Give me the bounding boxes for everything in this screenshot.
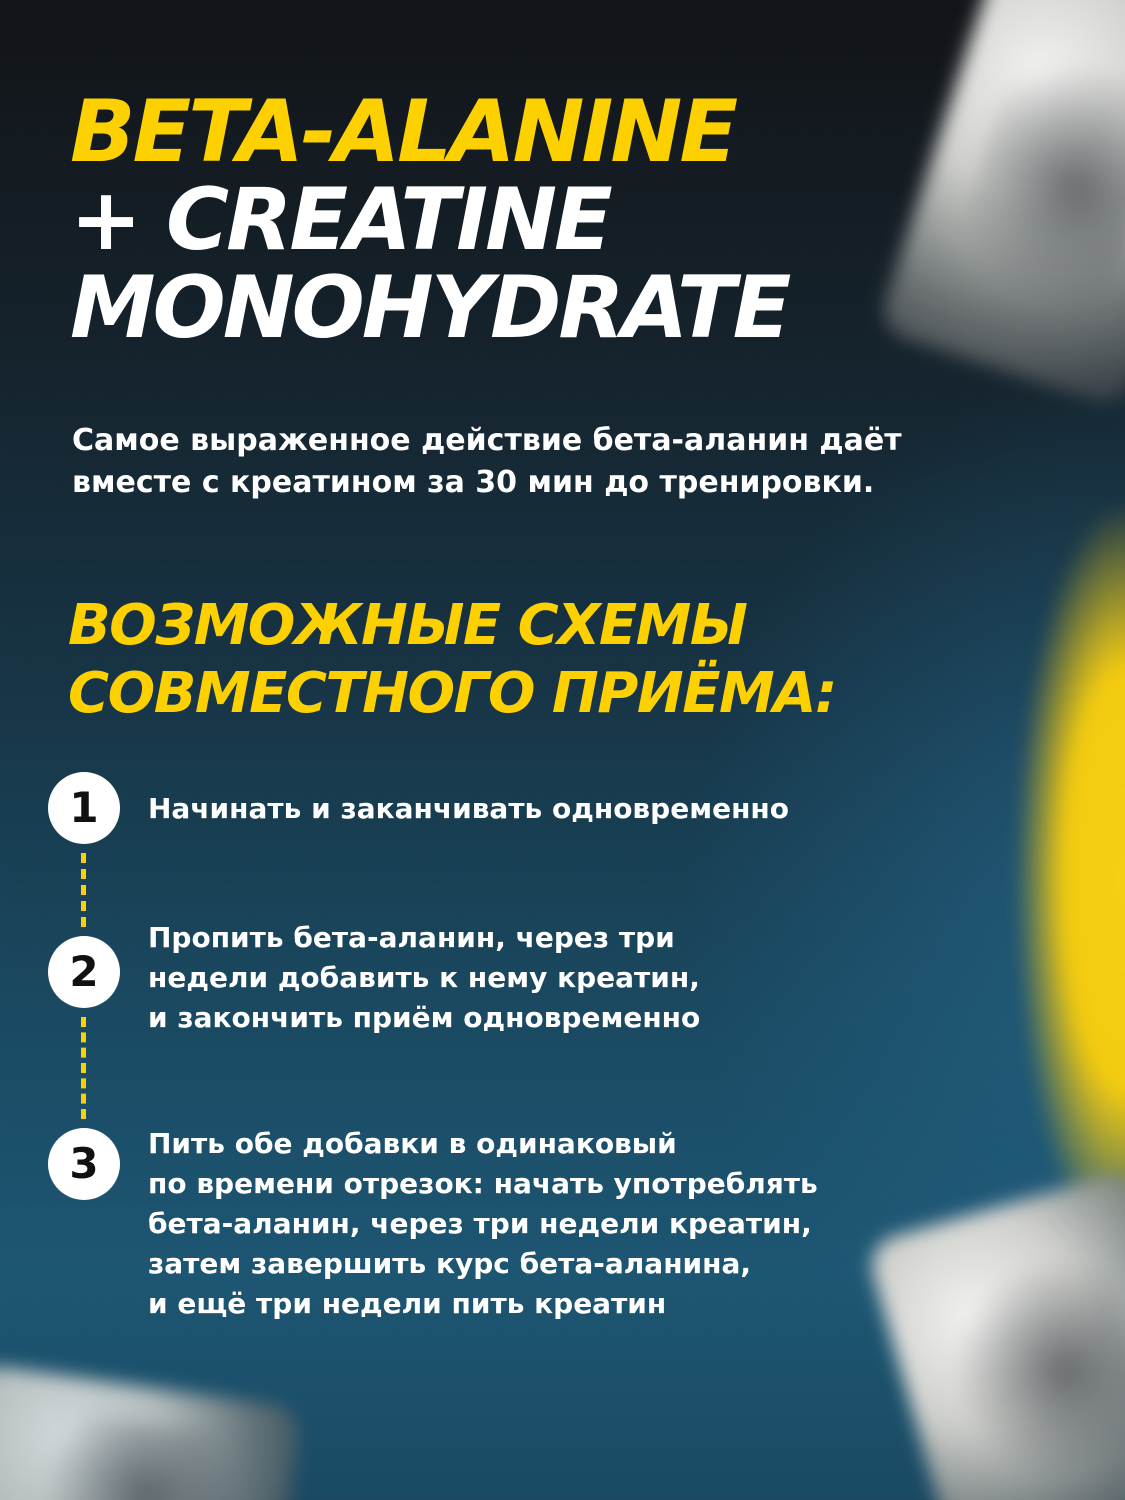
stone-cube-image-bottom-left <box>0 1363 302 1500</box>
step-connector-dashed-line <box>81 1017 86 1119</box>
step-1-text: Начинать и заканчивать одновременно <box>148 792 789 825</box>
yellow-glow-decoration <box>1005 470 1125 1290</box>
step-1-number-badge: 1 <box>48 772 120 844</box>
stone-cube-image-top <box>876 0 1125 410</box>
title-line-monohydrate: MONOHYDRATE <box>70 258 789 358</box>
title-line-beta-alanine: BETA-ALANINE <box>70 82 736 182</box>
step-3-number-badge: 3 <box>48 1128 120 1200</box>
intro-text: Самое выраженное действие бета-аланин даёт вместе с креатином за 30 мин до тренировки. <box>72 423 902 500</box>
step-3-text: Пить обе добавки в одинаковый по времени отрезок: начать употреблять бета-аланин, через три недели креатин, затем завершить курс бета-аланина, и ещё три недели пить креатин <box>148 1127 818 1320</box>
step-connector-dashed-line <box>81 853 86 927</box>
page-title <box>70 82 789 358</box>
schemes-heading <box>68 592 836 728</box>
schemes-heading-line-2: СОВМЕСТНОГО ПРИЁМА: <box>68 661 836 726</box>
title-line-creatine: + CREATINE <box>70 170 610 270</box>
stone-cube-image-bottom-right <box>865 1168 1125 1500</box>
step-2-text: Пропить бета-аланин, через три недели добавить к нему креатин, и закончить приём одновременно <box>148 921 701 1034</box>
schemes-heading-line-1: ВОЗМОЖНЫЕ СХЕМЫ <box>68 593 747 658</box>
step-2-number-badge: 2 <box>48 936 120 1008</box>
